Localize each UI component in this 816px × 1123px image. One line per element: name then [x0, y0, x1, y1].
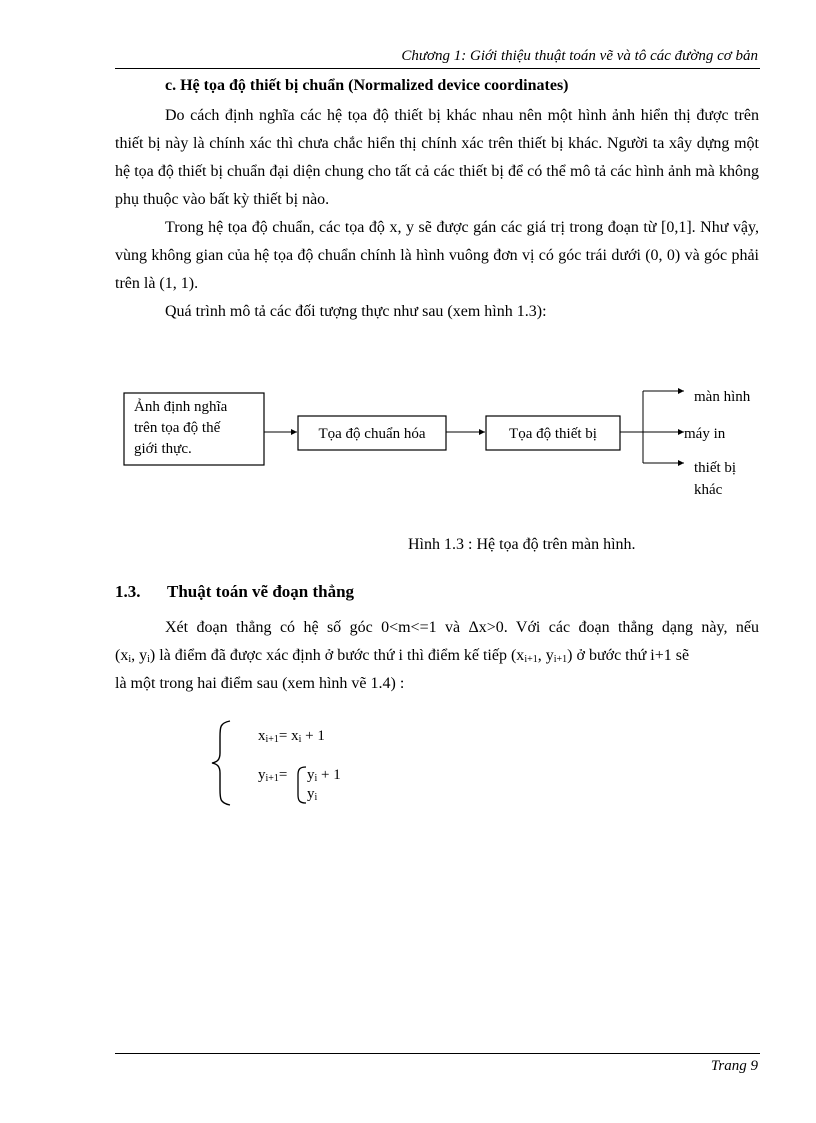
figure-1-3-caption: Hình 1.3 : Hệ tọa độ trên màn hình. [408, 536, 636, 553]
section-number: 1.3. [115, 582, 141, 601]
box-world-line-3: giới thực. [134, 441, 192, 457]
figure-1-3-diagram [0, 0, 816, 530]
paragraph-1: Do cách định nghĩa các hệ tọa độ thiết bị khác nhau nên một hình ảnh hiển thị được trên thiết bị này là chính xác thì chưa chắc hiển thị chính xác trên thiết bị khác. Người ta xây dựng một hệ tọa độ thiết bị chuẩn đại diện chung cho tất cả các thiết bị để có thể mô tả các hình ảnh mà không phụ thuộc vào bất kỳ thiết bị nào. [115, 107, 759, 208]
output-printer-label: máy in [684, 426, 726, 442]
box-device-label: Tọa độ thiết bị [509, 426, 597, 442]
chapter-header: Chương 1: Giới thiệu thuật toán vẽ và tô các đường cơ bản [401, 48, 758, 64]
section-title: Thuật toán vẽ đoạn thẳng [167, 582, 355, 601]
formula-y-option-1: $y_i + 1$ [307, 767, 341, 784]
output-screen-label: màn hình [694, 389, 751, 405]
formula-inner-bracket [294, 765, 308, 805]
box-world-line-1: Ảnh định nghĩa [134, 399, 228, 415]
section-1-3-paragraph: Xét đoạn thẳng có hệ số góc 0<m<=1 và Δx>0. Với các đoạn thẳng dạng này, nếu ($x_i$, $y_i$) là điểm đã được xác định ở bước thứ i thì điểm kế tiếp ($x_{i+1}$, $y_{i+1}$) ở bước thứ i+1 sẽ là một trong hai điểm sau (xem hình vẽ 1.4) : [115, 614, 759, 698]
box-normalized-label: Tọa độ chuẩn hóa [318, 426, 426, 442]
page-number: Trang 9 [710, 1058, 758, 1074]
output-other-line-2: khác [694, 482, 723, 498]
para-line-3: là một trong hai điểm sau (xem hình vẽ 1.4) : [115, 675, 405, 692]
output-other-line-1: thiết bị [694, 460, 737, 476]
section-1-3-heading [115, 582, 354, 602]
paragraph-3: Quá trình mô tả các đối tượng thực như sau (xem hình 1.3): [165, 303, 547, 320]
formula-y-option-2: $y_i$ [307, 786, 318, 803]
formula-x-line: $x_{i+1}= x_i + 1$ [258, 728, 325, 745]
box-world-line-2: trên tọa độ thế [134, 420, 221, 436]
para-intro: Xét đoạn thẳng có hệ số góc 0<m<=1 và Δx>0. Với các đoạn thẳng dạng này, nếu [165, 619, 759, 636]
paragraph-2: Trong hệ tọa độ chuẩn, các tọa độ x, y sẽ được gán các giá trị trong đoạn từ [0,1]. Như vậy, vùng không gian của hệ tọa độ chuẩn chính là hình vuông đơn vị có góc trái dưới (0, 0) và góc phải trên là (1, 1). [115, 219, 759, 292]
formula-y-line: $y_{i+1}=$ [258, 767, 288, 784]
footer-divider [115, 1053, 760, 1054]
section-c-heading: c. Hệ tọa độ thiết bị chuẩn (Normalized device coordinates) [165, 77, 569, 94]
